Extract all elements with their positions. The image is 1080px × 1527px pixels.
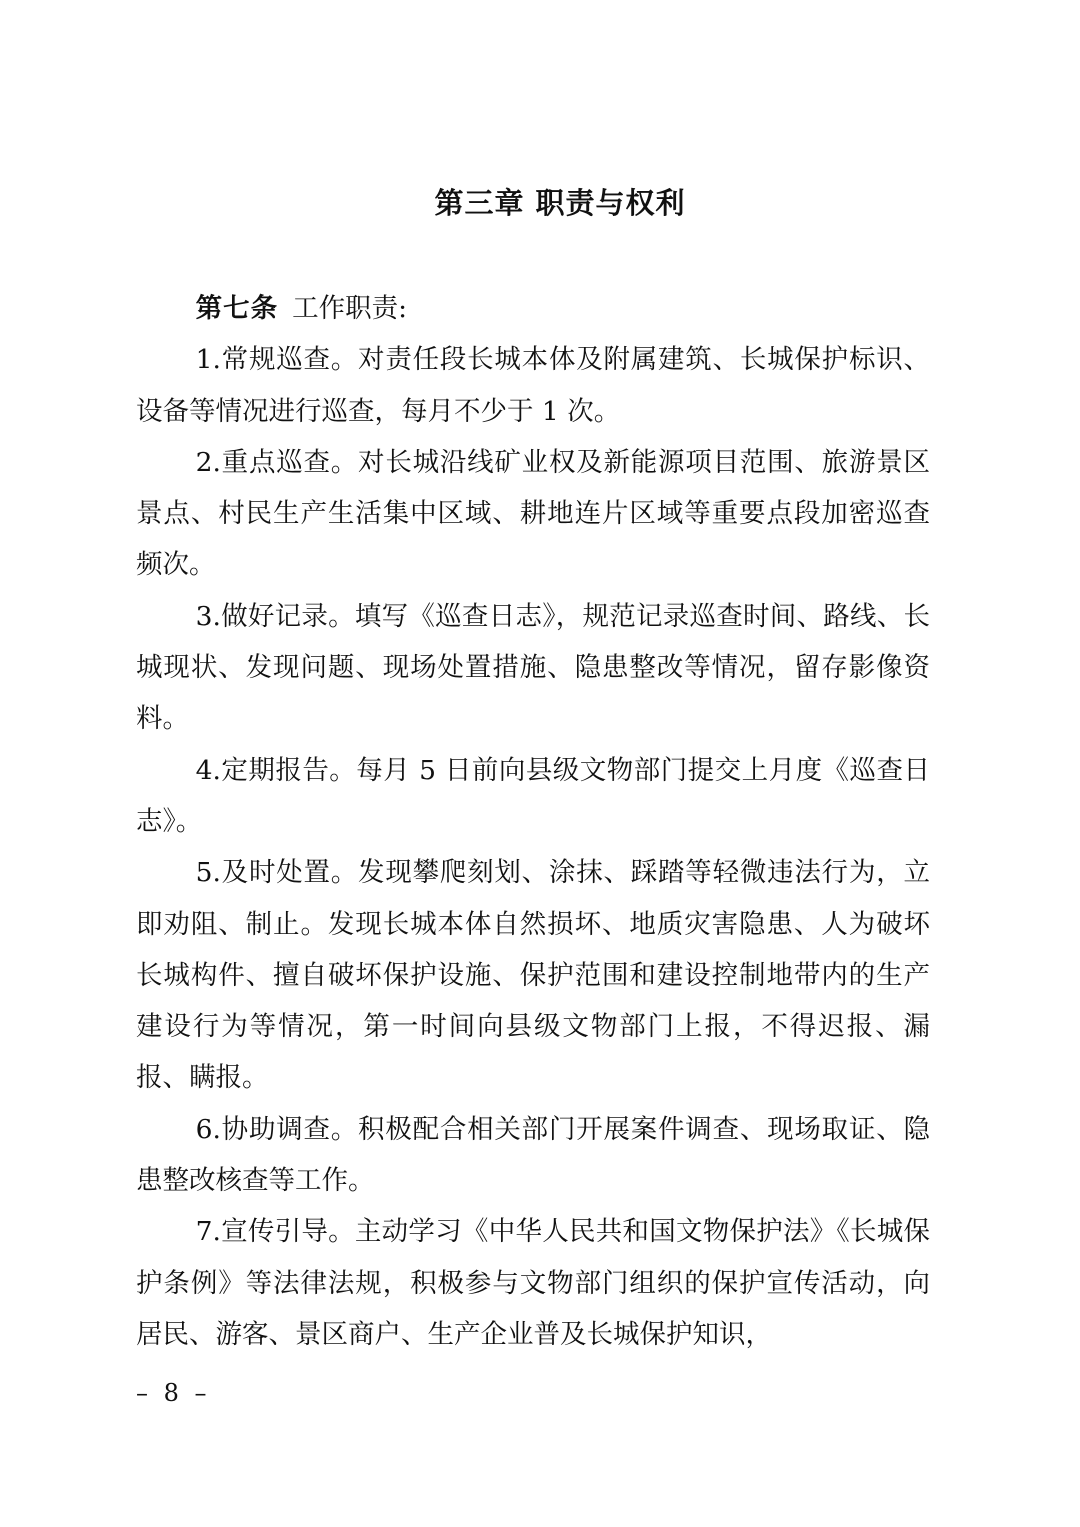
duty-item-5: 5.及时处置。发现攀爬刻划、涂抹、踩踏等轻微违法行为，立即劝阻、制止。发现长城本体自然损坏、地质灾害隐患、人为破坏长城构件、擅自破坏保护设施、保护范围和建设控制地带内的生产建设行为等情况，第一时间向县级文物部门上报，不得迟报、漏报、瞒报。: [136, 857, 930, 1094]
article-heading-paragraph: [136, 283, 930, 334]
duty-item-4: 4.定期报告。每月 5 日前向县级文物部门提交上月度《巡查日志》。: [136, 754, 930, 837]
duty-item-6: 6.协助调查。积极配合相关部门开展案件调查、现场取证、隐患整改核查等工作。: [136, 1113, 930, 1197]
document-body: [136, 283, 930, 1360]
duty-item-1: 1.常规巡查。对责任段长城本体及附属建筑、长城保护标识、设备等情况进行巡查，每月不少于 1 次。: [136, 344, 930, 427]
article-subject: 工作职责:: [292, 293, 408, 324]
duty-item-3: 3.做好记录。填写《巡查日志》，规范记录巡查时间、路线、长城现状、发现问题、现场处置措施、隐患整改等情况，留存影像资料。: [136, 600, 930, 735]
page-number: – 8 –: [136, 1379, 211, 1407]
article-number: 第七条: [195, 293, 279, 324]
duty-item-2: 2.重点巡查。对长城沿线矿业权及新能源项目范围、旅游景区景点、村民生产生活集中区域、耕地连片区域等重要点段加密巡查频次。: [136, 446, 930, 581]
duty-item-7: 7.宣传引导。主动学习《中华人民共和国文物保护法》《长城保护条例》等法律法规，积极参与文物部门组织的保护宣传活动，向居民、游客、景区商户、生产企业普及长城保护知识，: [136, 1216, 930, 1350]
chapter-title: 第三章 职责与权利: [434, 186, 686, 220]
